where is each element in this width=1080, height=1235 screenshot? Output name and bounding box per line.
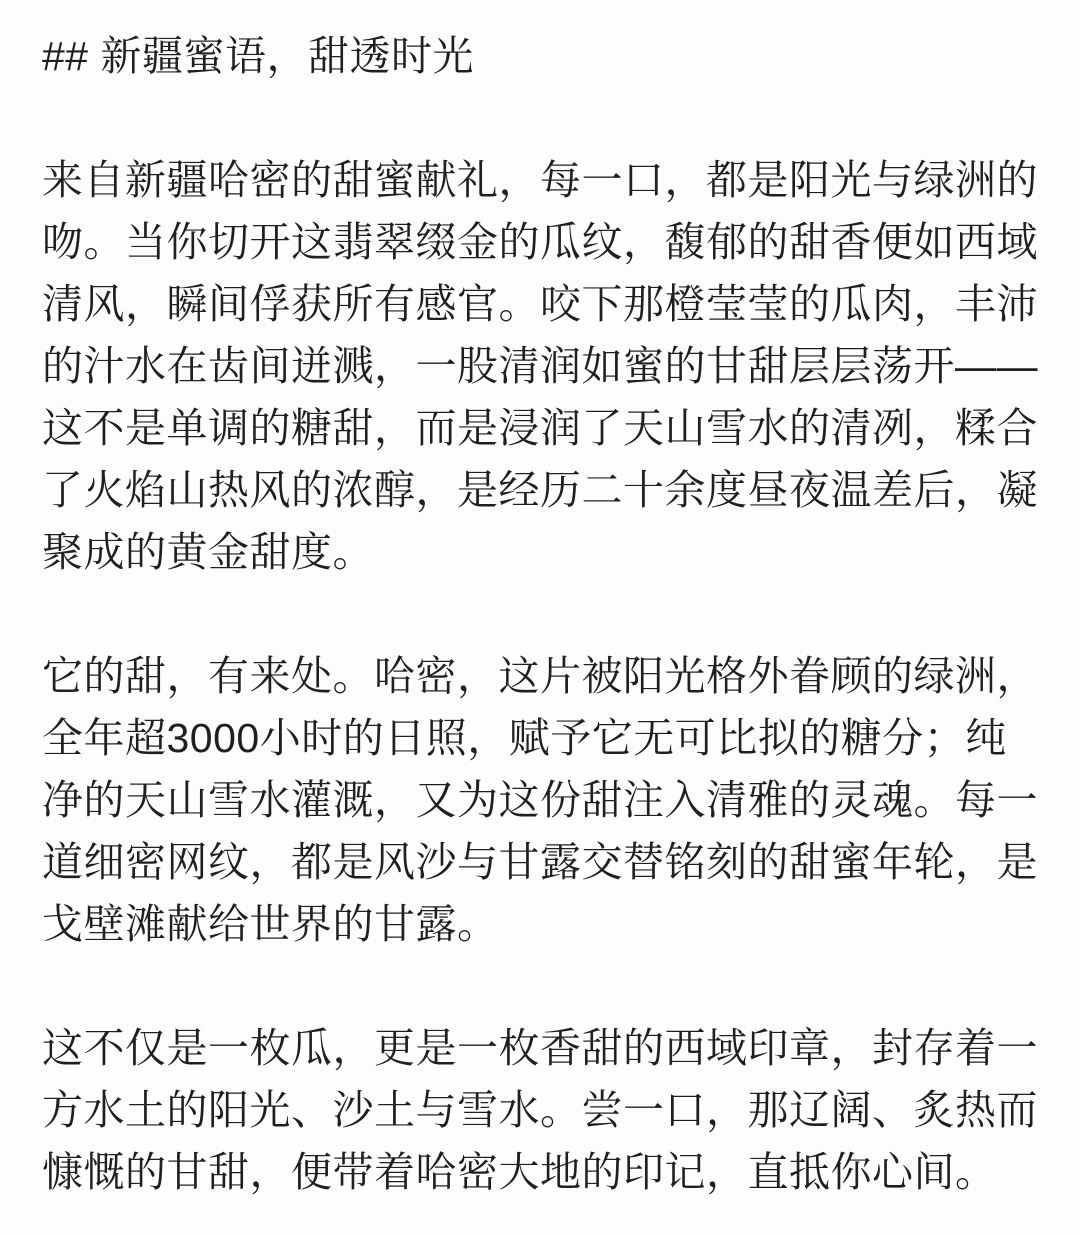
text-line: 净的天山雪水灌溉，又为这份甜注入清雅的灵魂。每一 [42,777,1038,823]
text-line: 方水土的阳光、沙土与雪水。尝一口，那辽阔、炙热而 [42,1087,1038,1133]
text-line: 戈壁滩献给世界的甘露。 [42,901,499,947]
text-line: 了火焰山热风的浓醇，是经历二十余度昼夜温差后，凝 [42,467,1038,513]
paragraph-2 [42,645,1042,955]
paragraph-1 [42,149,1042,583]
text-line: 它的甜，有来处。哈密，这片被阳光格外眷顾的绿洲， [42,653,1038,699]
markdown-heading: ## 新疆蜜语，甜透时光 [42,33,474,79]
text-line: 聚成的黄金甜度。 [42,529,374,575]
text-line: 这不仅是一枚瓜，更是一枚香甜的西域印章，封存着一 [42,1025,1038,1071]
text-line: 的汁水在齿间迸溅，一股清润如蜜的甘甜层层荡开—— [42,343,1038,389]
text-line: 这不是单调的糖甜，而是浸润了天山雪水的清冽，糅合 [42,405,1038,451]
text-line: 慷慨的甘甜，便带着哈密大地的印记，直抵你心间。 [42,1149,997,1195]
text-line: 全年超3000小时的日照，赋予它无可比拟的糖分；纯 [42,715,1007,761]
paragraph-3 [42,1017,1042,1203]
text-line: 吻。当你切开这翡翠缀金的瓜纹，馥郁的甜香便如西域 [42,219,1038,265]
text-line: 道细密网纹，都是风沙与甘露交替铭刻的甜蜜年轮，是 [42,839,1038,885]
text-line: 清风，瞬间俘获所有感官。咬下那橙莹莹的瓜肉，丰沛 [42,281,1038,327]
text-line: 来自新疆哈密的甜蜜献礼，每一口，都是阳光与绿洲的 [42,157,1038,203]
